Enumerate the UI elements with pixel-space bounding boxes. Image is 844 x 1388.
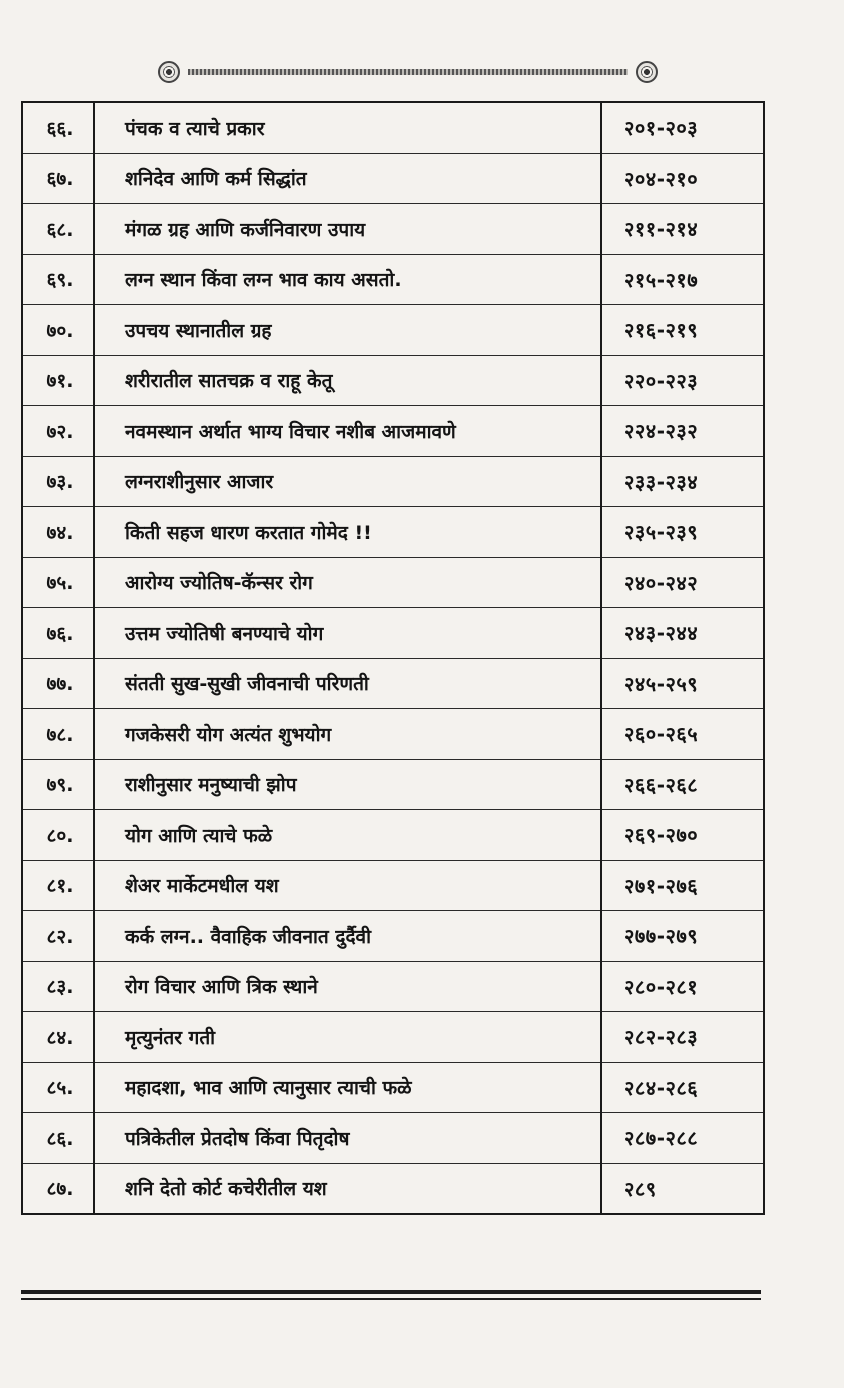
table-row [22, 608, 764, 659]
table-row [22, 153, 764, 204]
chapter-title: उपचय स्थानातील ग्रह [94, 305, 601, 356]
table-row [22, 961, 764, 1012]
chapter-title: मृत्युनंतर गती [94, 1012, 601, 1063]
chapter-number: ८६. [22, 1113, 94, 1164]
chapter-number: ८३. [22, 961, 94, 1012]
chapter-number: ७४. [22, 507, 94, 558]
chapter-title: महादशा, भाव आणि त्यानुसार त्याची फळे [94, 1062, 601, 1113]
table-row [22, 406, 764, 457]
page-range: २८०-२८१ [601, 961, 764, 1012]
table-row [22, 557, 764, 608]
chapter-title: लग्नराशीनुसार आजार [94, 456, 601, 507]
chapter-number: ८७. [22, 1163, 94, 1214]
page-range: २१५-२१७ [601, 254, 764, 305]
page-range: २१६-२१९ [601, 305, 764, 356]
page-range: २३३-२३४ [601, 456, 764, 507]
table-row [22, 355, 764, 406]
chapter-title: मंगळ ग्रह आणि कर्जनिवारण उपाय [94, 204, 601, 255]
chapter-number: ६६. [22, 102, 94, 153]
page-range: २६६-२६८ [601, 759, 764, 810]
page-range: २७७-२७९ [601, 911, 764, 962]
page-range: २६०-२६५ [601, 709, 764, 760]
chapter-title: रोग विचार आणि त्रिक स्थाने [94, 961, 601, 1012]
chapter-title: योग आणि त्याचे फळे [94, 810, 601, 861]
chapter-number: ७५. [22, 557, 94, 608]
page-range: २११-२१४ [601, 204, 764, 255]
chapter-title: राशीनुसार मनुष्याची झोप [94, 759, 601, 810]
table-row [22, 254, 764, 305]
page-range: २४३-२४४ [601, 608, 764, 659]
footer-rule-thin [21, 1298, 761, 1300]
table-row [22, 1012, 764, 1063]
chapter-number: ६९. [22, 254, 94, 305]
chapter-number: ६८. [22, 204, 94, 255]
page-range: २८४-२८६ [601, 1062, 764, 1113]
rosette-left-icon [158, 61, 180, 83]
chapter-title: नवमस्थान अर्थात भाग्य विचार नशीब आजमावणे [94, 406, 601, 457]
chapter-number: ८५. [22, 1062, 94, 1113]
chapter-title: गजकेसरी योग अत्यंत शुभयोग [94, 709, 601, 760]
chapter-title: लग्न स्थान किंवा लग्न भाव काय असतो. [94, 254, 601, 305]
table-row [22, 658, 764, 709]
table-row [22, 860, 764, 911]
chapter-number: ८४. [22, 1012, 94, 1063]
chapter-number: ७३. [22, 456, 94, 507]
chapter-number: ८१. [22, 860, 94, 911]
contents-table [21, 101, 765, 1215]
chapter-number: ७१. [22, 355, 94, 406]
page-range: २२४-२३२ [601, 406, 764, 457]
page-range: २८२-२८३ [601, 1012, 764, 1063]
chapter-number: ७७. [22, 658, 94, 709]
chapter-number: ८०. [22, 810, 94, 861]
table-row [22, 204, 764, 255]
table-row [22, 305, 764, 356]
page-range: २७१-२७६ [601, 860, 764, 911]
chapter-title: पत्रिकेतील प्रेतदोष किंवा पितृदोष [94, 1113, 601, 1164]
chapter-title: किती सहज धारण करतात गोमेद !! [94, 507, 601, 558]
header-ornament [158, 60, 658, 86]
table-row [22, 456, 764, 507]
page-range: २४५-२५९ [601, 658, 764, 709]
page-range: २२०-२२३ [601, 355, 764, 406]
chapter-number: ७६. [22, 608, 94, 659]
chapter-number: ७०. [22, 305, 94, 356]
contents-table-body [22, 102, 764, 1214]
chapter-number: ८२. [22, 911, 94, 962]
table-row [22, 1062, 764, 1113]
page-range: २८७-२८८ [601, 1113, 764, 1164]
page-range: २८९ [601, 1163, 764, 1214]
chapter-title: संतती सुख-सुखी जीवनाची परिणती [94, 658, 601, 709]
page-range: २३५-२३९ [601, 507, 764, 558]
chapter-number: ७२. [22, 406, 94, 457]
ornament-bar [188, 69, 628, 75]
table-row [22, 507, 764, 558]
table-row [22, 102, 764, 153]
chapter-number: ६७. [22, 153, 94, 204]
table-row [22, 810, 764, 861]
chapter-number: ७८. [22, 709, 94, 760]
table-row [22, 1113, 764, 1164]
table-row [22, 759, 764, 810]
rosette-right-icon [636, 61, 658, 83]
chapter-title: शरीरातील सातचक्र व राहू केतू [94, 355, 601, 406]
page-range: २४०-२४२ [601, 557, 764, 608]
chapter-title: पंचक व त्याचे प्रकार [94, 102, 601, 153]
chapter-title: उत्तम ज्योतिषी बनण्याचे योग [94, 608, 601, 659]
chapter-number: ७९. [22, 759, 94, 810]
table-row [22, 709, 764, 760]
chapter-title: शनिदेव आणि कर्म सिद्धांत [94, 153, 601, 204]
page-range: २०४-२१० [601, 153, 764, 204]
footer-rule-thick [21, 1290, 761, 1294]
chapter-title: कर्क लग्न.. वैवाहिक जीवनात दुर्दैवी [94, 911, 601, 962]
chapter-title: आरोग्य ज्योतिष-कॅन्सर रोग [94, 557, 601, 608]
chapter-title: शनि देतो कोर्ट कचेरीतील यश [94, 1163, 601, 1214]
page-range: २०१-२०३ [601, 102, 764, 153]
page-range: २६९-२७० [601, 810, 764, 861]
table-row [22, 911, 764, 962]
table-row [22, 1163, 764, 1214]
chapter-title: शेअर मार्केटमधील यश [94, 860, 601, 911]
